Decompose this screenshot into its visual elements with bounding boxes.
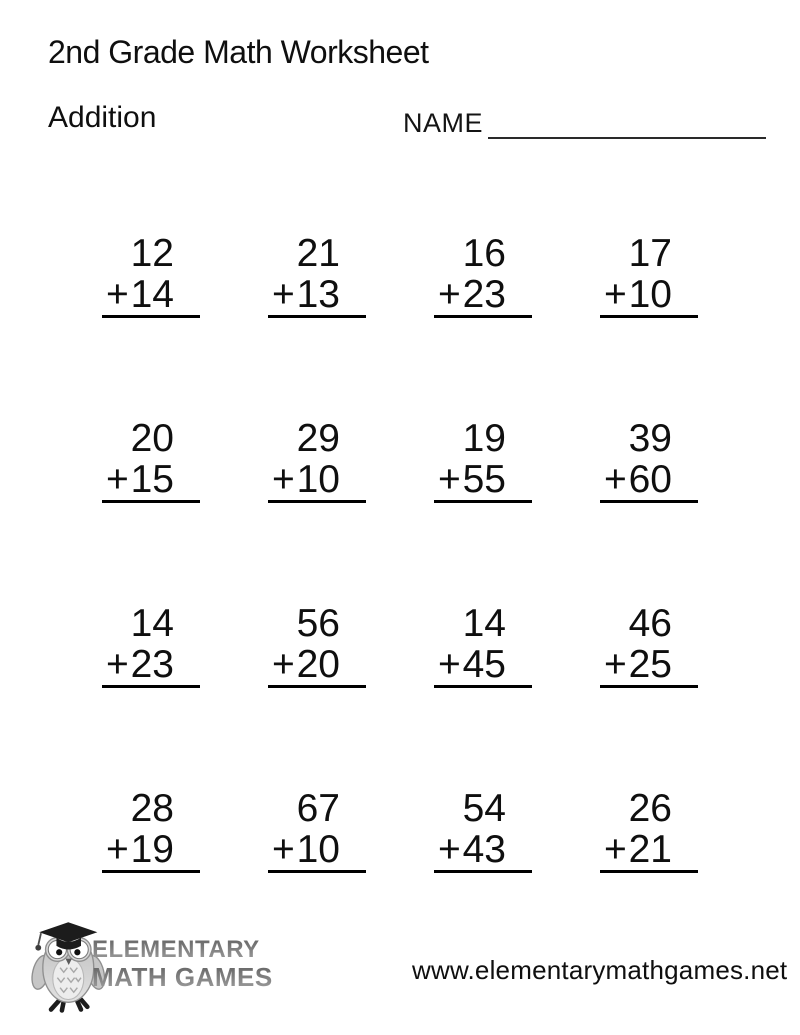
- addend-top: 56: [296, 602, 340, 645]
- plus-operator: +: [438, 273, 461, 316]
- addend-top: 17: [628, 232, 672, 275]
- plus-operator: +: [106, 458, 129, 501]
- addend-bottom: 15: [130, 458, 174, 501]
- addition-problem-7: [434, 417, 532, 503]
- addend-bottom: 25: [628, 643, 672, 686]
- addend-top: 19: [462, 417, 506, 460]
- addend-top: 54: [462, 787, 506, 830]
- plus-operator: +: [438, 643, 461, 686]
- addition-problem-9: [102, 602, 200, 688]
- addition-problem-8: [600, 417, 698, 503]
- addend-top: 20: [130, 417, 174, 460]
- addend-top: 12: [130, 232, 174, 275]
- addend-bottom: 45: [462, 643, 506, 686]
- logo-line2: MATH GAMES: [92, 962, 273, 992]
- addition-problem-16: [600, 787, 698, 873]
- addend-bottom: 13: [296, 273, 340, 316]
- addition-problem-6: [268, 417, 366, 503]
- addend-bottom: 43: [462, 828, 506, 871]
- addend-bottom: 10: [296, 828, 340, 871]
- plus-operator: +: [604, 828, 627, 871]
- addition-problem-15: [434, 787, 532, 873]
- addition-problem-1: [102, 232, 200, 318]
- addition-problem-3: [434, 232, 532, 318]
- addend-bottom: 19: [130, 828, 174, 871]
- addend-bottom: 60: [628, 458, 672, 501]
- addend-bottom: 10: [628, 273, 672, 316]
- logo-line1: ELEMENTARY: [92, 936, 273, 963]
- plus-operator: +: [272, 828, 295, 871]
- name-field: [403, 108, 766, 139]
- plus-operator: +: [272, 458, 295, 501]
- addend-bottom: 55: [462, 458, 506, 501]
- addition-problem-4: [600, 232, 698, 318]
- addition-problem-11: [434, 602, 532, 688]
- addend-bottom: 20: [296, 643, 340, 686]
- website-url: www.elementarymathgames.net: [412, 955, 788, 985]
- addend-bottom: 14: [130, 273, 174, 316]
- plus-operator: +: [106, 273, 129, 316]
- addend-top: 29: [296, 417, 340, 460]
- addend-bottom: 10: [296, 458, 340, 501]
- addend-bottom: 21: [628, 828, 672, 871]
- addend-top: 28: [130, 787, 174, 830]
- plus-operator: +: [106, 643, 129, 686]
- addend-top: 16: [462, 232, 506, 275]
- addend-top: 21: [296, 232, 340, 275]
- plus-operator: +: [272, 643, 295, 686]
- plus-operator: +: [604, 643, 627, 686]
- name-blank-line: [488, 111, 766, 139]
- plus-operator: +: [438, 458, 461, 501]
- addition-problem-10: [268, 602, 366, 688]
- addition-problem-5: [102, 417, 200, 503]
- addition-problem-12: [600, 602, 698, 688]
- logo-wordmark: [92, 936, 273, 992]
- page-title: 2nd Grade Math Worksheet: [48, 34, 429, 70]
- addition-problem-2: [268, 232, 366, 318]
- addition-problem-13: [102, 787, 200, 873]
- addend-top: 39: [628, 417, 672, 460]
- addend-top: 26: [628, 787, 672, 830]
- worksheet-topic: Addition: [48, 101, 157, 134]
- plus-operator: +: [438, 828, 461, 871]
- name-label: NAME: [403, 108, 484, 138]
- plus-operator: +: [272, 273, 295, 316]
- addend-top: 46: [628, 602, 672, 645]
- addend-top: 14: [130, 602, 174, 645]
- plus-operator: +: [106, 828, 129, 871]
- addition-problem-14: [268, 787, 366, 873]
- plus-operator: +: [604, 458, 627, 501]
- addend-top: 67: [296, 787, 340, 830]
- plus-operator: +: [604, 273, 627, 316]
- problems-grid: [68, 232, 732, 972]
- addend-bottom: 23: [130, 643, 174, 686]
- addend-bottom: 23: [462, 273, 506, 316]
- addend-top: 14: [462, 602, 506, 645]
